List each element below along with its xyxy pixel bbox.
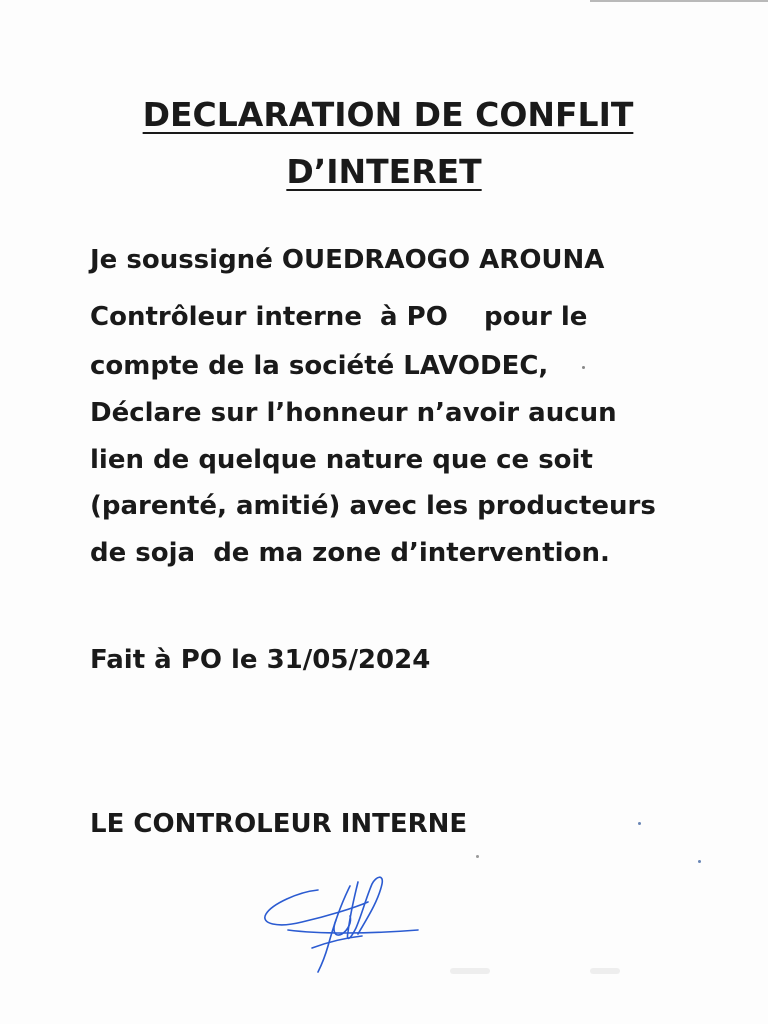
declarant-role-line: Contrôleur interne à PO pour le bbox=[90, 302, 588, 332]
signatory-title: LE CONTROLEUR INTERNE bbox=[90, 809, 468, 839]
scan-speck bbox=[582, 366, 585, 369]
signature-icon bbox=[258, 868, 428, 980]
scan-edge bbox=[590, 0, 768, 2]
declaration-line-3: (parenté, amitié) avec les producteurs bbox=[90, 491, 656, 521]
scan-speck bbox=[698, 860, 701, 863]
scan-speck bbox=[476, 855, 479, 858]
scan-smudge bbox=[590, 968, 620, 974]
declaration-line-1: Déclare sur l’honneur n’avoir aucun bbox=[90, 398, 617, 428]
document-title-line-1: DECLARATION DE CONFLIT bbox=[142, 95, 634, 134]
scan-speck bbox=[638, 822, 641, 825]
declarant-name-line: Je soussigné OUEDRAOGO AROUNA bbox=[90, 245, 605, 275]
declaration-line-2: lien de quelque nature que ce soit bbox=[90, 445, 593, 475]
document-title-line-2: D’INTERET bbox=[286, 152, 482, 191]
company-line: compte de la société LAVODEC, bbox=[90, 351, 549, 381]
scan-smudge bbox=[450, 968, 490, 974]
place-date: Fait à PO le 31/05/2024 bbox=[90, 645, 431, 675]
declaration-line-4: de soja de ma zone d’intervention. bbox=[90, 538, 610, 568]
